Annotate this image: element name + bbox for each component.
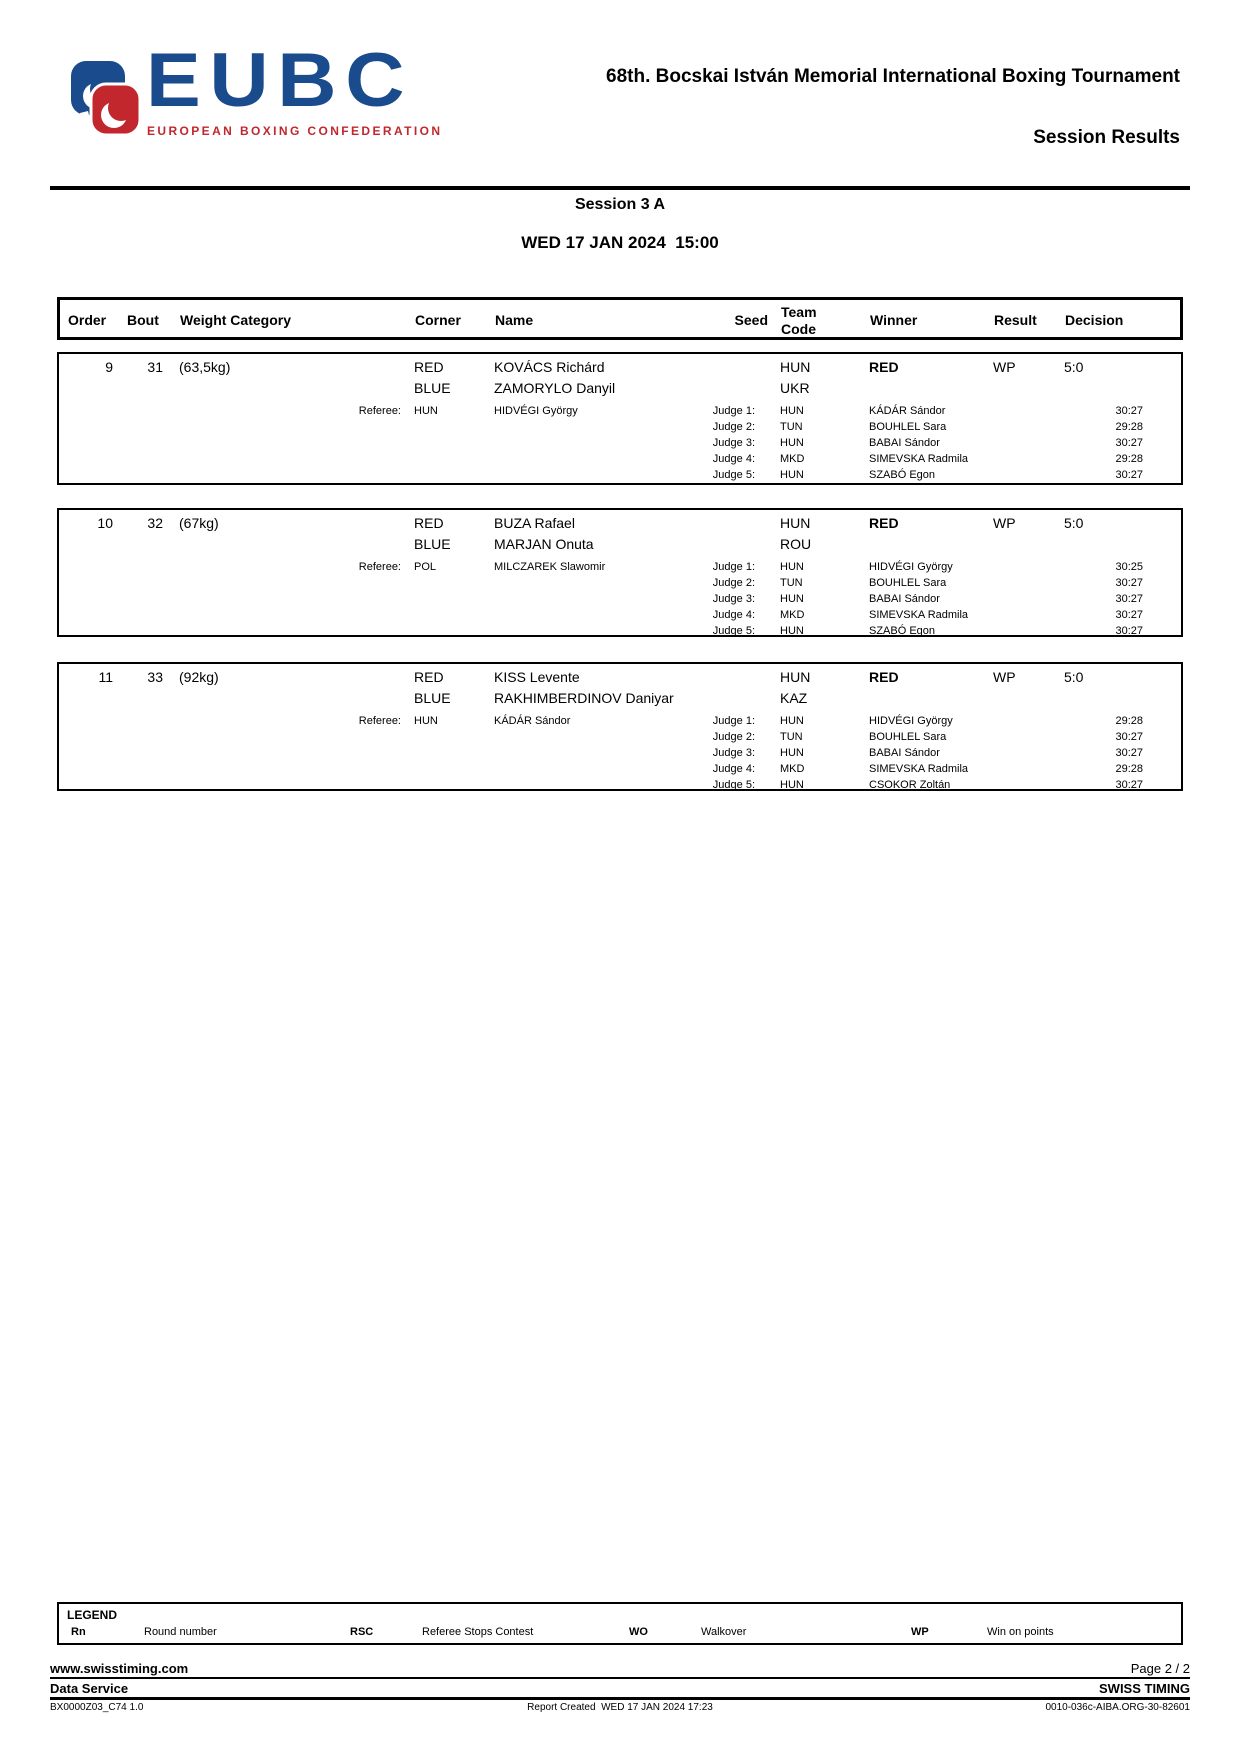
red-boxer-name: BUZA Rafael [494,515,575,531]
judge-label: Judge 4: [712,453,755,465]
judge-label: Judge 1: [712,715,755,727]
referee-country: POL [414,561,437,573]
judge-name: BABAI Sándor [869,747,940,759]
judge-label: Judge 5: [712,625,755,637]
legend-text: Referee Stops Contest [422,1626,534,1638]
data-service-label: Data Service [50,1681,129,1696]
col-weight-category: Weight Category [180,312,291,328]
weight-category: (92kg) [179,669,219,685]
legend-box [57,1602,1183,1645]
col-winner: Winner [870,312,918,328]
judge-score: 30:27 [1115,593,1143,605]
document-code: BX0000Z03_C74 1.0 [50,1702,144,1713]
judge-name: BOUHLEL Sara [869,421,947,433]
judge-country: MKD [780,453,805,465]
judge-name: BABAI Sándor [869,593,940,605]
judge-label: Judge 1: [712,405,755,417]
judge-name: SIMEVSKA Radmila [869,453,969,465]
judge-score: 30:27 [1115,747,1143,759]
judge-country: HUN [780,715,804,727]
judge-name: SZABÓ Egon [869,625,936,637]
header-divider [50,186,1190,190]
judge-name: BABAI Sándor [869,437,940,449]
result-code: WP [993,515,1016,531]
decision-score: 5:0 [1064,669,1084,685]
col-bout: Bout [127,312,159,328]
judge-label: Judge 3: [712,593,755,605]
bout-order: 11 [98,669,113,685]
col-result: Result [994,312,1037,328]
judge-label: Judge 4: [712,763,755,775]
red-boxer-name: KOVÁCS Richárd [494,359,605,375]
bout-number: 33 [147,669,163,685]
referee-name: MILCZAREK Slawomir [494,561,606,573]
judge-label: Judge 4: [712,609,755,621]
winner-corner: RED [869,515,899,531]
eubc-boxing-gloves-icon [68,57,142,137]
blue-boxer-name: ZAMORYLO Danyil [494,380,616,396]
blue-boxer-name: RAKHIMBERDINOV Daniyar [494,690,674,706]
red-team-code: HUN [780,515,811,531]
legend-title: LEGEND [67,1608,118,1622]
judge-name: KÁDÁR Sándor [869,405,946,417]
table-header-row [57,297,1183,340]
legend-abbr: RSC [350,1626,374,1638]
col-name: Name [495,312,534,328]
judge-name: BOUHLEL Sara [869,577,947,589]
judge-label: Judge 3: [712,437,755,449]
footer-divider [50,1677,1190,1679]
judge-name: SZABÓ Egon [869,469,936,481]
judge-score: 30:25 [1115,561,1143,573]
judge-score: 30:27 [1115,405,1143,417]
col-corner: Corner [415,312,461,328]
col-seed: Seed [734,312,768,328]
judge-score: 30:27 [1115,609,1143,621]
legend-text: Walkover [701,1626,747,1638]
blue-corner-label: BLUE [414,536,451,552]
judge-name: BOUHLEL Sara [869,731,947,743]
judge-label: Judge 2: [712,577,755,589]
legend-text: Win on points [987,1626,1054,1638]
legend-text: Round number [144,1626,217,1638]
col-decision: Decision [1065,312,1124,328]
blue-corner-label: BLUE [414,690,451,706]
judge-country: MKD [780,609,805,621]
col-team-line1: Team [781,304,817,320]
judge-score: 30:27 [1115,577,1143,589]
judge-score: 29:28 [1115,715,1143,727]
judge-label: Judge 1: [712,561,755,573]
judge-name: CSOKOR Zoltán [869,779,951,791]
col-team-line2: Code [781,321,816,337]
judge-country: HUN [780,779,804,791]
judge-country: HUN [780,593,804,605]
red-boxer-name: KISS Levente [494,669,580,685]
legend-abbr: Rn [71,1626,86,1638]
judge-label: Judge 5: [712,779,755,791]
report-title: Session Results [1033,127,1180,148]
blue-corner-label: BLUE [414,380,451,396]
judge-country: HUN [780,561,804,573]
referee-country: HUN [414,715,438,727]
red-team-code: HUN [780,669,811,685]
page-number: Page 2 / 2 [1130,1661,1190,1676]
referee-name: HIDVÉGI György [494,405,578,417]
bout-number: 31 [147,359,163,375]
winner-corner: RED [869,359,899,375]
referee-label: Referee: [358,715,401,727]
bout-number: 32 [147,515,163,531]
judge-score: 29:28 [1115,763,1143,775]
judge-name: SIMEVSKA Radmila [869,609,969,621]
judge-name: SIMEVSKA Radmila [869,763,969,775]
weight-category: (67kg) [179,515,219,531]
judge-country: HUN [780,625,804,637]
judge-country: HUN [780,437,804,449]
judge-name: HIDVÉGI György [869,715,953,727]
bout-card [57,662,1183,791]
red-corner-label: RED [414,669,444,685]
blue-team-code: UKR [780,380,810,396]
session-datetime: WED 17 JAN 2024 15:00 [521,233,719,252]
judge-label: Judge 2: [712,421,755,433]
footer-divider [50,1697,1190,1700]
judge-score: 30:27 [1115,731,1143,743]
bout-card [57,352,1183,485]
legend-abbr: WP [911,1626,929,1638]
reference-code: 0010-036c-AIBA.ORG-30-82601 [1045,1702,1190,1713]
result-code: WP [993,669,1016,685]
col-order: Order [68,312,107,328]
bout-card [57,508,1183,637]
blue-boxer-name: MARJAN Onuta [494,536,594,552]
judge-label: Judge 3: [712,747,755,759]
eubc-logo-subtitle: EUROPEAN BOXING CONFEDERATION [147,124,443,138]
red-corner-label: RED [414,515,444,531]
col-team-code [781,304,817,338]
tournament-title: 68th. Bocskai István Memorial International Boxing Tournament [606,66,1180,87]
referee-name: KÁDÁR Sándor [494,715,571,727]
judge-score: 30:27 [1115,469,1143,481]
red-team-code: HUN [780,359,811,375]
judge-score: 30:27 [1115,437,1143,449]
winner-corner: RED [869,669,899,685]
judge-score: 30:27 [1115,625,1143,637]
referee-label: Referee: [358,405,401,417]
blue-team-code: KAZ [780,690,808,706]
referee-label: Referee: [358,561,401,573]
referee-country: HUN [414,405,438,417]
decision-score: 5:0 [1064,515,1084,531]
weight-category: (63,5kg) [179,359,231,375]
judge-name: HIDVÉGI György [869,561,953,573]
eubc-logo-text: EUBC [146,38,414,123]
red-corner-label: RED [414,359,444,375]
session-name: Session 3 A [574,196,666,213]
provider-label: SWISS TIMING [1099,1681,1190,1696]
swisstiming-link[interactable]: www.swisstiming.com [50,1661,189,1676]
judge-label: Judge 5: [712,469,755,481]
judge-country: HUN [780,747,804,759]
judge-score: 29:28 [1115,421,1143,433]
legend-abbr: WO [629,1626,648,1638]
judge-score: 30:27 [1115,779,1143,791]
judge-country: TUN [780,577,803,589]
judge-score: 29:28 [1115,453,1143,465]
judge-country: TUN [780,731,803,743]
result-code: WP [993,359,1016,375]
bout-order: 10 [97,515,113,531]
decision-score: 5:0 [1064,359,1084,375]
judge-country: HUN [780,469,804,481]
blue-team-code: ROU [780,536,812,552]
judge-country: HUN [780,405,804,417]
report-created: Report Created WED 17 JAN 2024 17:23 [527,1702,713,1713]
judge-country: TUN [780,421,803,433]
judge-label: Judge 2: [712,731,755,743]
judge-country: MKD [780,763,805,775]
bout-order: 9 [105,359,113,375]
